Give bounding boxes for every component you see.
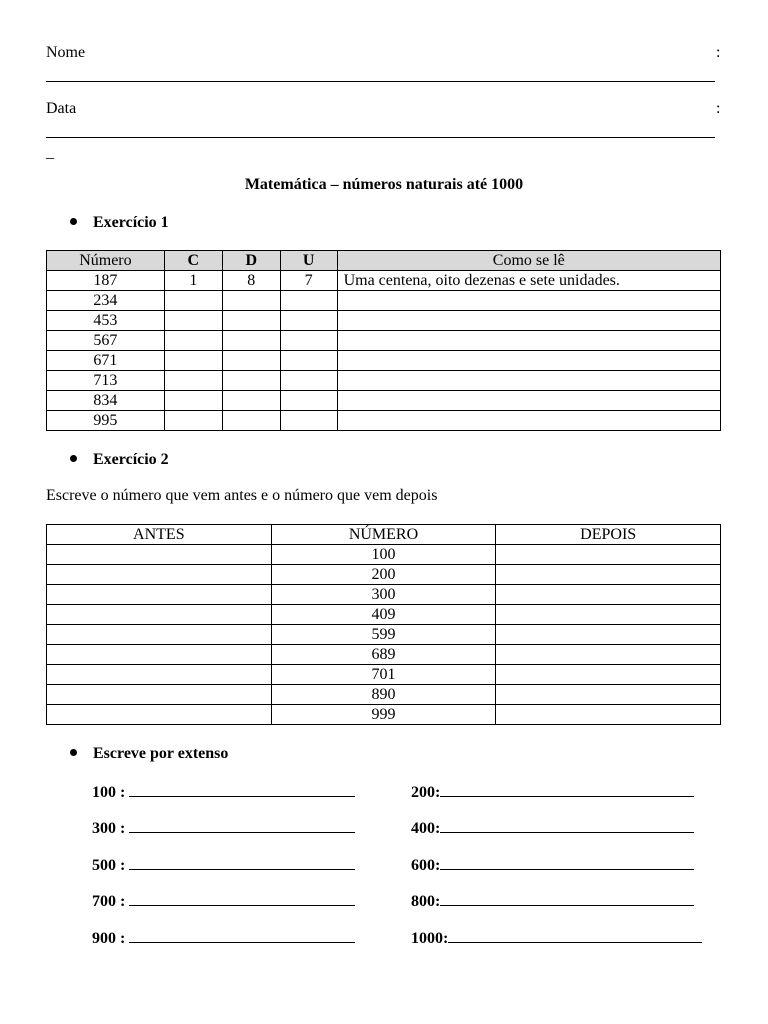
extenso-item	[92, 855, 355, 875]
unidades-cell[interactable]	[280, 411, 337, 431]
table-row	[47, 331, 721, 351]
depois-cell[interactable]	[496, 705, 721, 725]
numero-cell: 187	[47, 271, 165, 291]
depois-cell[interactable]	[496, 685, 721, 705]
table-row	[47, 705, 721, 725]
antes-cell[interactable]	[47, 665, 272, 685]
name-input-line[interactable]	[46, 81, 715, 82]
name-colon: :	[716, 44, 721, 61]
extenso-label: 200:	[411, 784, 441, 801]
extenso-label: 500 :	[92, 857, 126, 874]
extenso-item	[411, 855, 694, 875]
unidades-cell[interactable]: 7	[280, 271, 337, 291]
table-row	[47, 291, 721, 311]
extenso-heading	[70, 745, 228, 763]
extenso-answer-line[interactable]	[440, 855, 694, 870]
extenso-item	[92, 782, 355, 802]
extenso-answer-line[interactable]	[129, 855, 355, 870]
depois-cell[interactable]	[496, 565, 721, 585]
column-header-numero: NÚMERO	[271, 525, 496, 545]
table-row	[47, 625, 721, 645]
table-row	[47, 271, 721, 291]
table-row	[47, 585, 721, 605]
extenso-answer-line[interactable]	[129, 818, 355, 833]
table-row	[47, 565, 721, 585]
extenso-label: 700 :	[92, 893, 126, 910]
como-se-le-cell[interactable]	[337, 391, 720, 411]
antes-cell[interactable]	[47, 565, 272, 585]
bullet-icon	[70, 749, 77, 756]
como-se-le-cell[interactable]	[337, 411, 720, 431]
table-row	[47, 391, 721, 411]
como-se-le-cell[interactable]	[337, 311, 720, 331]
column-header-c: C	[164, 251, 222, 271]
extenso-answer-line[interactable]	[129, 782, 355, 797]
extenso-answer-line[interactable]	[129, 891, 355, 906]
bullet-icon	[70, 455, 77, 462]
exercise2-table	[46, 524, 721, 725]
antes-cell[interactable]	[47, 625, 272, 645]
dezenas-cell[interactable]	[222, 351, 280, 371]
extenso-answer-line[interactable]	[448, 928, 702, 943]
numero-cell: 834	[47, 391, 165, 411]
numero-cell: 995	[47, 411, 165, 431]
table-row	[47, 311, 721, 331]
extenso-item	[411, 782, 694, 802]
unidades-cell[interactable]	[280, 331, 337, 351]
antes-cell[interactable]	[47, 605, 272, 625]
table-header-row	[47, 525, 721, 545]
table-row	[47, 605, 721, 625]
extenso-label: 400:	[411, 820, 441, 837]
centenas-cell[interactable]	[164, 371, 222, 391]
antes-cell[interactable]	[47, 545, 272, 565]
exercise1-table	[46, 250, 721, 431]
exercise2-heading-text: Exercício 2	[93, 451, 169, 468]
antes-cell[interactable]	[47, 645, 272, 665]
depois-cell[interactable]	[496, 585, 721, 605]
dezenas-cell[interactable]	[222, 331, 280, 351]
date-overflow-dash: _	[46, 144, 54, 161]
numero-cell: 409	[271, 605, 496, 625]
table-row	[47, 371, 721, 391]
exercise2-instruction: Escreve o número que vem antes e o número que vem depois	[46, 487, 438, 504]
centenas-cell[interactable]	[164, 391, 222, 411]
numero-cell: 599	[271, 625, 496, 645]
date-input-line[interactable]	[46, 137, 715, 138]
numero-cell: 453	[47, 311, 165, 331]
numero-cell: 234	[47, 291, 165, 311]
centenas-cell[interactable]	[164, 411, 222, 431]
numero-cell: 671	[47, 351, 165, 371]
depois-cell[interactable]	[496, 605, 721, 625]
antes-cell[interactable]	[47, 705, 272, 725]
como-se-le-cell[interactable]	[337, 351, 720, 371]
extenso-item	[411, 818, 694, 838]
extenso-label: 600:	[411, 857, 441, 874]
numero-cell: 890	[271, 685, 496, 705]
numero-cell: 100	[271, 545, 496, 565]
como-se-le-cell[interactable]	[337, 291, 720, 311]
column-header-como-se-le: Como se lê	[337, 251, 720, 271]
centenas-cell[interactable]: 1	[164, 271, 222, 291]
centenas-cell[interactable]	[164, 351, 222, 371]
column-header-u: U	[280, 251, 337, 271]
antes-cell[interactable]	[47, 585, 272, 605]
unidades-cell[interactable]	[280, 291, 337, 311]
exercise1-heading-text: Exercício 1	[93, 214, 169, 231]
column-header-depois: DEPOIS	[496, 525, 721, 545]
extenso-item	[411, 928, 702, 948]
extenso-answer-line[interactable]	[129, 928, 355, 943]
column-header-numero: Número	[47, 251, 165, 271]
dezenas-cell[interactable]	[222, 371, 280, 391]
extenso-label: 100 :	[92, 784, 126, 801]
extenso-item	[411, 891, 694, 911]
extenso-label: 900 :	[92, 930, 126, 947]
numero-cell: 713	[47, 371, 165, 391]
numero-cell: 567	[47, 331, 165, 351]
table-row	[47, 351, 721, 371]
extenso-heading-text: Escreve por extenso	[93, 745, 229, 762]
date-colon: :	[716, 100, 721, 117]
bullet-icon	[70, 218, 77, 225]
centenas-cell[interactable]	[164, 311, 222, 331]
depois-cell[interactable]	[496, 625, 721, 645]
dezenas-cell[interactable]	[222, 411, 280, 431]
table-row	[47, 645, 721, 665]
dezenas-cell[interactable]: 8	[222, 271, 280, 291]
column-header-d: D	[222, 251, 280, 271]
extenso-answer-line[interactable]	[440, 782, 694, 797]
depois-cell[interactable]	[496, 665, 721, 685]
extenso-item	[92, 928, 355, 948]
column-header-antes: ANTES	[47, 525, 272, 545]
unidades-cell[interactable]	[280, 371, 337, 391]
extenso-item	[92, 891, 355, 911]
depois-cell[interactable]	[496, 545, 721, 565]
dezenas-cell[interactable]	[222, 291, 280, 311]
extenso-label: 1000:	[411, 930, 449, 947]
como-se-le-cell[interactable]	[337, 331, 720, 351]
antes-cell[interactable]	[47, 685, 272, 705]
numero-cell: 701	[271, 665, 496, 685]
centenas-cell[interactable]	[164, 331, 222, 351]
dezenas-cell[interactable]	[222, 311, 280, 331]
numero-cell: 999	[271, 705, 496, 725]
unidades-cell[interactable]	[280, 391, 337, 411]
exercise2-heading	[70, 451, 169, 469]
como-se-le-cell[interactable]: Uma centena, oito dezenas e sete unidades.	[337, 271, 720, 291]
centenas-cell[interactable]	[164, 291, 222, 311]
unidades-cell[interactable]	[280, 351, 337, 371]
depois-cell[interactable]	[496, 645, 721, 665]
numero-cell: 300	[271, 585, 496, 605]
como-se-le-cell[interactable]	[337, 371, 720, 391]
name-label: Nome	[46, 44, 86, 61]
extenso-item	[92, 818, 355, 838]
numero-cell: 689	[271, 645, 496, 665]
table-header-row	[47, 251, 721, 271]
table-row	[47, 665, 721, 685]
table-row	[47, 685, 721, 705]
dezenas-cell[interactable]	[222, 391, 280, 411]
page-title: Matemática – números naturais até 1000	[244, 176, 524, 193]
numero-cell: 200	[271, 565, 496, 585]
exercise1-heading	[70, 214, 169, 232]
extenso-label: 800:	[411, 893, 441, 910]
extenso-answer-line[interactable]	[440, 891, 694, 906]
date-label: Data	[46, 100, 77, 117]
table-row	[47, 545, 721, 565]
unidades-cell[interactable]	[280, 311, 337, 331]
table-row	[47, 411, 721, 431]
extenso-label: 300 :	[92, 820, 126, 837]
extenso-answer-line[interactable]	[440, 818, 694, 833]
